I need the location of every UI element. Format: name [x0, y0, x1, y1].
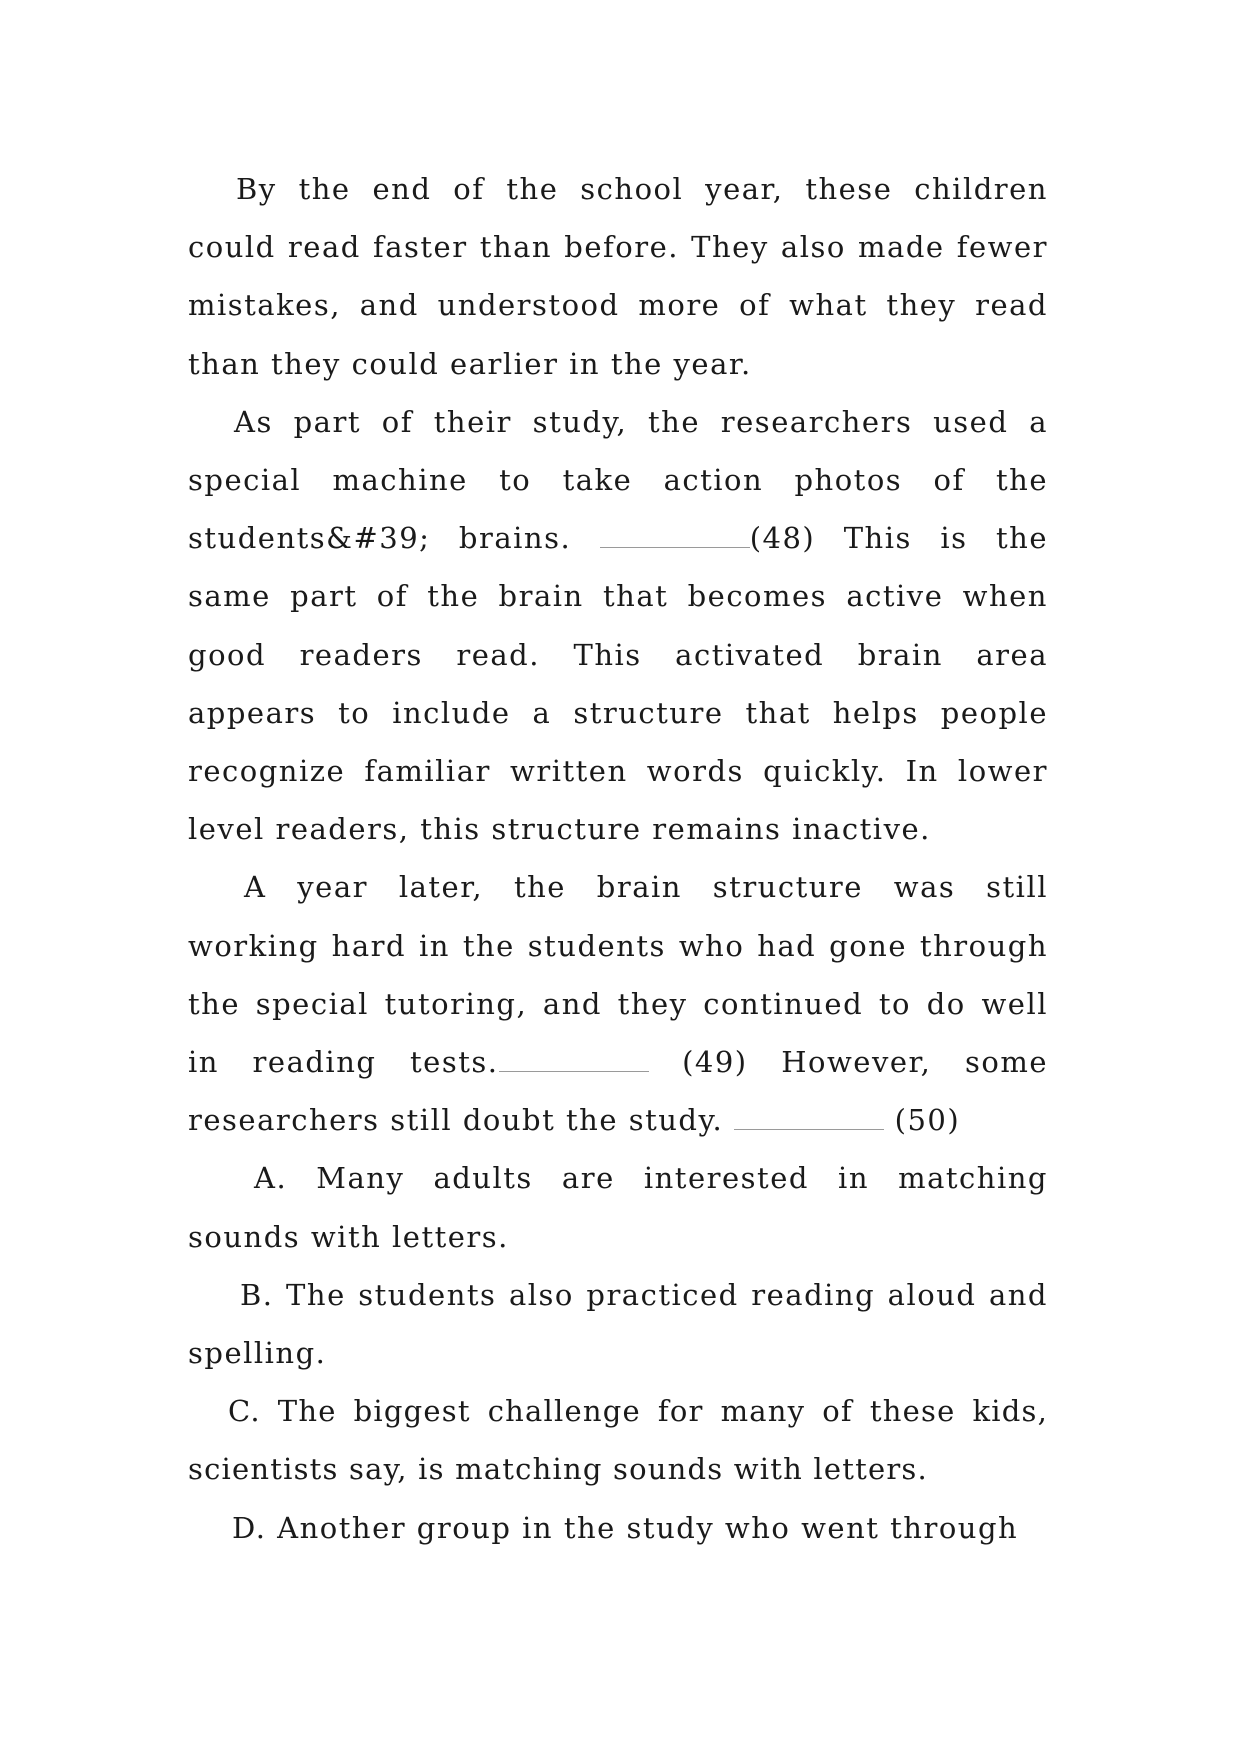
option-a	[188, 1149, 1048, 1265]
option-c	[188, 1382, 1048, 1498]
passage-body	[188, 160, 1048, 1557]
option-b-text: B. The students also practiced reading aloud and spelling.	[188, 1277, 1048, 1371]
paragraph-3	[188, 858, 1048, 1149]
paragraph-3-text-a: A year later, the brain structure was still working hard in the students who had gone through the special tutoring, and they continued to do well in reading tests.	[188, 870, 1048, 1080]
option-d-text: D. Another group in the study who went through	[232, 1510, 1019, 1545]
paragraph-2-text-a: As part of their study, the researchers used a special machine to take action photos of the students&#39; brains.	[188, 404, 1048, 556]
option-d	[188, 1499, 1048, 1557]
option-a-text: A. Many adults are interested in matching sounds with letters.	[188, 1161, 1048, 1254]
paragraph-2-text-b: (48) This is the same part of the brain that becomes active when good readers read. This activated brain area appears to include a structure that helps people recognize familiar written words quickly. In lower level readers, this structure remains inactive.	[188, 521, 1048, 847]
paragraph-3-text-b: (49) However, some researchers still doubt the study.	[188, 1045, 1048, 1138]
paragraph-3-text-c: (50)	[883, 1103, 961, 1138]
answer-blank-50[interactable]	[734, 1111, 884, 1130]
paragraph-1-text: By the end of the school year, these children could read faster than before. They also made fewer mistakes, and understood more of what they read than they could earlier in the year.	[188, 172, 1048, 381]
option-b	[188, 1266, 1048, 1382]
paragraph-1	[188, 160, 1048, 393]
paragraph-2	[188, 393, 1048, 859]
option-c-text: C. The biggest challenge for many of these kids, scientists say, is matching sounds with letters.	[188, 1394, 1048, 1487]
answer-blank-48[interactable]	[600, 529, 750, 548]
answer-blank-49[interactable]	[499, 1053, 649, 1072]
